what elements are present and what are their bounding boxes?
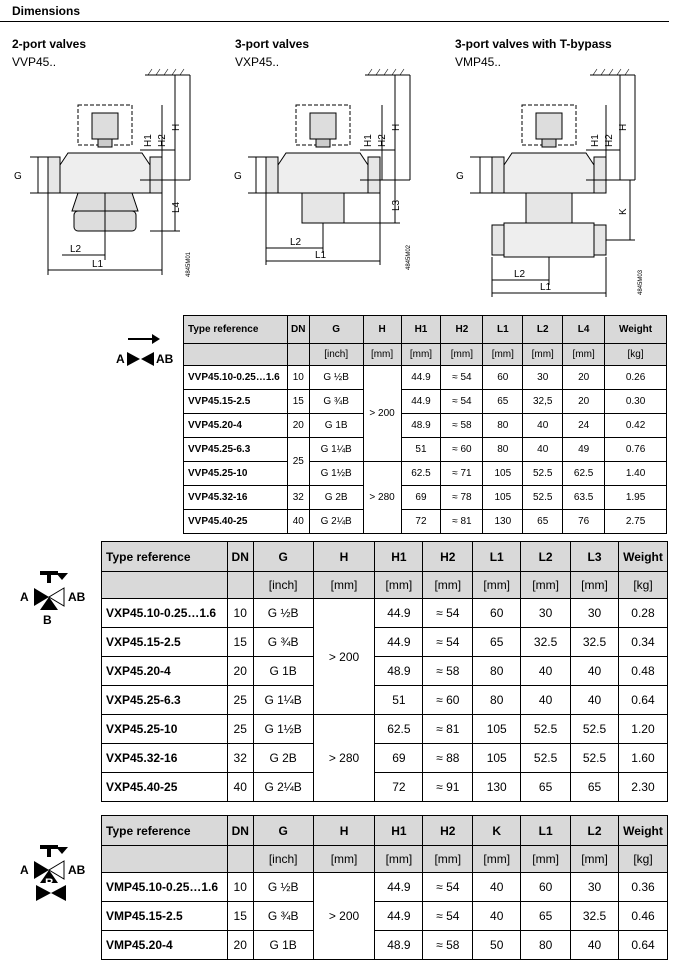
cell: 44.9	[375, 873, 423, 902]
cell: 30	[571, 599, 619, 628]
cell: VVP45.20-4	[184, 414, 288, 438]
dim-l3-2: L3	[391, 199, 402, 211]
cell: 25	[227, 686, 253, 715]
col-header: L2	[521, 542, 571, 572]
dim-h-3: H	[618, 123, 629, 131]
dim-h1-3: H1	[590, 134, 601, 147]
port-label-a: A	[116, 352, 125, 366]
col-header: H2	[441, 316, 483, 344]
table-row	[184, 366, 667, 390]
col-header: L1	[473, 542, 521, 572]
cell: G ½B	[309, 366, 363, 390]
cell: 105	[473, 744, 521, 773]
cell: 44.9	[375, 599, 423, 628]
table-row	[102, 744, 668, 773]
dim-k-3: K	[618, 208, 629, 215]
unit-cell: [mm]	[523, 344, 563, 366]
table-row	[102, 773, 668, 802]
cell: ≈ 78	[441, 486, 483, 510]
table-row	[184, 462, 667, 486]
cell: 10	[227, 599, 253, 628]
cell: VMP45.15-2.5	[102, 902, 228, 931]
cell: VVP45.25-10	[184, 462, 288, 486]
col-header: Weight	[618, 542, 667, 572]
cell: 65	[521, 773, 571, 802]
cell: 65	[473, 628, 521, 657]
cell: VXP45.25-10	[102, 715, 228, 744]
cell: VVP45.25-6.3	[184, 438, 288, 462]
cell: 0.76	[605, 438, 667, 462]
cell: > 200	[313, 599, 375, 715]
unit-cell: [mm]	[473, 846, 521, 873]
dim-l2-3: L2	[514, 269, 526, 280]
cell: G ¾B	[253, 628, 313, 657]
col-header: Weight	[605, 316, 667, 344]
cell: ≈ 54	[423, 902, 473, 931]
col-header: L4	[563, 316, 605, 344]
cell: 69	[401, 486, 441, 510]
table-units-row	[102, 846, 668, 873]
col-header: L2	[523, 316, 563, 344]
heading-3port: 3-port valves	[235, 37, 310, 51]
cell: > 280	[363, 462, 401, 534]
symbol-3port	[18, 568, 102, 630]
cell: 32.5	[571, 902, 619, 931]
dim-l4-1: L4	[171, 201, 182, 213]
cell: 30	[571, 873, 619, 902]
dim-l1-1: L1	[92, 259, 104, 270]
cell: 60	[473, 599, 521, 628]
table-units-row	[102, 572, 668, 599]
unit-cell	[102, 846, 228, 873]
cell: 52.5	[571, 744, 619, 773]
cell: 20	[563, 390, 605, 414]
cell: VMP45.20-4	[102, 931, 228, 960]
col-header: Type reference	[102, 542, 228, 572]
cell: VXP45.20-4	[102, 657, 228, 686]
col-header: DN	[287, 316, 309, 344]
cell: 30	[521, 599, 571, 628]
unit-cell: [mm]	[473, 572, 521, 599]
cell: 48.9	[401, 414, 441, 438]
cell: G 1½B	[253, 715, 313, 744]
col-header: L1	[521, 816, 571, 846]
port-label-b: B	[45, 876, 54, 890]
unit-cell: [mm]	[571, 846, 619, 873]
unit-cell: [inch]	[253, 846, 313, 873]
cell: 44.9	[375, 628, 423, 657]
dim-l1-2: L1	[315, 250, 327, 261]
model-3port-bypass: VMP45..	[455, 55, 502, 69]
dim-h2-2: H2	[377, 134, 388, 147]
cell: VXP45.15-2.5	[102, 628, 228, 657]
col-header: Type reference	[102, 816, 228, 846]
table-units-row	[184, 344, 667, 366]
cell: ≈ 81	[441, 510, 483, 534]
col-header: L3	[571, 542, 619, 572]
col-header: L2	[571, 816, 619, 846]
vvp45-table	[183, 315, 667, 534]
col-header: DN	[227, 816, 253, 846]
unit-cell: [mm]	[423, 846, 473, 873]
col-header: L1	[483, 316, 523, 344]
dim-h-1: H	[171, 123, 182, 131]
dim-h1-2: H1	[363, 134, 374, 147]
table-row	[102, 686, 668, 715]
unit-cell: [kg]	[618, 846, 667, 873]
cell: G 1B	[253, 931, 313, 960]
cell: ≈ 58	[423, 657, 473, 686]
dim-l1-3: L1	[540, 282, 552, 293]
cell: 105	[483, 462, 523, 486]
col-header: H1	[375, 816, 423, 846]
cell: 62.5	[375, 715, 423, 744]
col-header: K	[473, 816, 521, 846]
cell: 40	[473, 902, 521, 931]
cell: 49	[563, 438, 605, 462]
drawing-code-1: 4845M01	[186, 251, 192, 277]
drawing-code-3: 4845M03	[638, 269, 644, 295]
unit-cell: [mm]	[521, 846, 571, 873]
cell: VVP45.32-16	[184, 486, 288, 510]
heading-2port: 2-port valves	[12, 37, 87, 51]
cell: 72	[401, 510, 441, 534]
page-title: Dimensions	[12, 4, 81, 18]
cell: ≈ 54	[423, 599, 473, 628]
unit-cell: [mm]	[563, 344, 605, 366]
cell: VVP45.10-0.25…1.6	[184, 366, 288, 390]
cell: ≈ 81	[423, 715, 473, 744]
symbol-2port	[114, 332, 184, 372]
col-header: G	[253, 816, 313, 846]
cell: 24	[563, 414, 605, 438]
table-row	[102, 715, 668, 744]
cell: 80	[483, 438, 523, 462]
cell: 0.34	[618, 628, 667, 657]
cell: 65	[521, 902, 571, 931]
unit-cell	[287, 344, 309, 366]
table-row	[184, 414, 667, 438]
cell: 72	[375, 773, 423, 802]
three-way-valve-icon	[18, 568, 102, 630]
cell: 44.9	[375, 902, 423, 931]
cell: 76	[563, 510, 605, 534]
unit-cell: [mm]	[441, 344, 483, 366]
cell: G ½B	[253, 599, 313, 628]
cell: G ¾B	[309, 390, 363, 414]
cell: 80	[521, 931, 571, 960]
cell: 15	[287, 390, 309, 414]
vmp45-table	[101, 815, 668, 960]
cell: 25	[227, 715, 253, 744]
cell: 0.28	[618, 599, 667, 628]
table-row	[102, 628, 668, 657]
cell: ≈ 88	[423, 744, 473, 773]
unit-cell: [mm]	[423, 572, 473, 599]
cell: 1.20	[618, 715, 667, 744]
table-row	[102, 657, 668, 686]
cell: 40	[521, 686, 571, 715]
cell: VMP45.10-0.25…1.6	[102, 873, 228, 902]
cell: 20	[227, 657, 253, 686]
table-row	[184, 438, 667, 462]
cell: G 2¼B	[253, 773, 313, 802]
cell: 15	[227, 628, 253, 657]
col-header: DN	[227, 542, 253, 572]
cell: 60	[483, 366, 523, 390]
unit-cell	[227, 846, 253, 873]
dim-g-1: G	[14, 171, 22, 182]
cell: G 2B	[253, 744, 313, 773]
cell: 40	[473, 873, 521, 902]
cell: 32	[227, 744, 253, 773]
unit-cell	[102, 572, 228, 599]
unit-cell	[227, 572, 253, 599]
cell: G 1½B	[309, 462, 363, 486]
cell: ≈ 60	[441, 438, 483, 462]
cell: 32	[287, 486, 309, 510]
cell: ≈ 58	[423, 931, 473, 960]
unit-cell: [inch]	[253, 572, 313, 599]
drawing-2port-valve	[0, 65, 225, 285]
unit-cell: [kg]	[618, 572, 667, 599]
cell: 10	[227, 873, 253, 902]
cell: 1.40	[605, 462, 667, 486]
cell: G 2B	[309, 486, 363, 510]
col-header: H1	[375, 542, 423, 572]
unit-cell: [mm]	[521, 572, 571, 599]
table-row	[184, 390, 667, 414]
cell: VVP45.15-2.5	[184, 390, 288, 414]
table-row	[184, 510, 667, 534]
cell: 1.95	[605, 486, 667, 510]
cell: 80	[473, 657, 521, 686]
cell: 0.48	[618, 657, 667, 686]
cell: 0.30	[605, 390, 667, 414]
col-header: H	[363, 316, 401, 344]
cell: 51	[375, 686, 423, 715]
table-row	[102, 902, 668, 931]
dim-l2-1: L2	[70, 244, 82, 255]
cell: 65	[523, 510, 563, 534]
model-2port: VVP45..	[12, 55, 57, 69]
cell: ≈ 71	[441, 462, 483, 486]
cell: 20	[227, 931, 253, 960]
cell: 130	[483, 510, 523, 534]
cell: > 200	[363, 366, 401, 462]
unit-cell: [mm]	[401, 344, 441, 366]
table-row	[102, 873, 668, 902]
port-label-a: A	[20, 590, 29, 604]
cell: 0.36	[618, 873, 667, 902]
unit-cell	[184, 344, 288, 366]
dim-g-2: G	[234, 171, 242, 182]
cell: ≈ 54	[423, 873, 473, 902]
cell: 40	[571, 686, 619, 715]
cell: 2.75	[605, 510, 667, 534]
cell: 130	[473, 773, 521, 802]
cell: 48.9	[375, 657, 423, 686]
dim-h2-3: H2	[604, 134, 615, 147]
cell: 10	[287, 366, 309, 390]
vxp45-table	[101, 541, 668, 802]
cell: > 200	[313, 873, 375, 960]
cell: 20	[563, 366, 605, 390]
table-header-row	[102, 816, 668, 846]
cell: VXP45.32-16	[102, 744, 228, 773]
cell: ≈ 54	[423, 628, 473, 657]
dim-h-2: H	[391, 123, 402, 131]
unit-cell: [mm]	[313, 572, 375, 599]
drawing-code-2: 4845M02	[406, 244, 412, 270]
cell: G 1B	[253, 657, 313, 686]
unit-cell: [kg]	[605, 344, 667, 366]
cell: 32.5	[571, 628, 619, 657]
cell: VXP45.10-0.25…1.6	[102, 599, 228, 628]
unit-cell: [mm]	[363, 344, 401, 366]
col-header: Type reference	[184, 316, 288, 344]
cell: 52.5	[523, 462, 563, 486]
cell: 0.42	[605, 414, 667, 438]
cell: 52.5	[571, 715, 619, 744]
cell: 40	[227, 773, 253, 802]
cell: 105	[473, 715, 521, 744]
cell: G 1¼B	[309, 438, 363, 462]
dim-l2-2: L2	[290, 237, 302, 248]
cell: ≈ 54	[441, 366, 483, 390]
col-header: H	[313, 816, 375, 846]
cell: 0.46	[618, 902, 667, 931]
symbol-3port-bypass	[18, 843, 102, 903]
cell: G 2¼B	[309, 510, 363, 534]
cell: G ½B	[253, 873, 313, 902]
cell: 52.5	[521, 744, 571, 773]
port-label-ab: AB	[156, 352, 174, 366]
cell: 0.64	[618, 686, 667, 715]
cell: 48.9	[375, 931, 423, 960]
col-header: H	[313, 542, 375, 572]
cell: VXP45.40-25	[102, 773, 228, 802]
cell: 52.5	[523, 486, 563, 510]
port-label-a: A	[20, 863, 29, 877]
col-header: Weight	[618, 816, 667, 846]
unit-cell: [mm]	[375, 846, 423, 873]
cell: G 1B	[309, 414, 363, 438]
col-header: G	[253, 542, 313, 572]
cell: ≈ 54	[441, 390, 483, 414]
cell: 62.5	[563, 462, 605, 486]
drawing-3port-valve	[220, 65, 445, 285]
port-label-ab: AB	[68, 590, 86, 604]
cell: G 1¼B	[253, 686, 313, 715]
model-3port: VXP45..	[235, 55, 280, 69]
cell: 50	[473, 931, 521, 960]
cell: ≈ 60	[423, 686, 473, 715]
cell: 0.26	[605, 366, 667, 390]
cell: 40	[571, 931, 619, 960]
title-rule	[0, 21, 669, 22]
col-header: H1	[401, 316, 441, 344]
cell: 15	[227, 902, 253, 931]
col-header: G	[309, 316, 363, 344]
cell: 2.30	[618, 773, 667, 802]
cell: 25	[287, 438, 309, 486]
drawing-3port-bypass-valve	[440, 65, 677, 300]
cell: 80	[473, 686, 521, 715]
cell: 63.5	[563, 486, 605, 510]
cell: VXP45.25-6.3	[102, 686, 228, 715]
table-row	[102, 599, 668, 628]
cell: 69	[375, 744, 423, 773]
unit-cell: [mm]	[375, 572, 423, 599]
cell: 40	[287, 510, 309, 534]
cell: > 280	[313, 715, 375, 802]
cell: 52.5	[521, 715, 571, 744]
cell: 40	[523, 438, 563, 462]
table-header-row	[102, 542, 668, 572]
cell: 0.64	[618, 931, 667, 960]
cell: G ¾B	[253, 902, 313, 931]
unit-cell: [inch]	[309, 344, 363, 366]
cell: ≈ 58	[441, 414, 483, 438]
cell: 80	[483, 414, 523, 438]
cell: 30	[523, 366, 563, 390]
cell: 40	[523, 414, 563, 438]
cell: 44.9	[401, 390, 441, 414]
cell: 32,5	[523, 390, 563, 414]
dim-g-3: G	[456, 171, 464, 182]
port-label-ab: AB	[68, 863, 86, 877]
cell: 40	[521, 657, 571, 686]
cell: 44.9	[401, 366, 441, 390]
unit-cell: [mm]	[313, 846, 375, 873]
cell: 62.5	[401, 462, 441, 486]
table-row	[184, 486, 667, 510]
port-label-b: B	[43, 613, 52, 627]
unit-cell: [mm]	[571, 572, 619, 599]
cell: 1.60	[618, 744, 667, 773]
dim-h2-1: H2	[157, 134, 168, 147]
cell: 32.5	[521, 628, 571, 657]
unit-cell: [mm]	[483, 344, 523, 366]
cell: ≈ 91	[423, 773, 473, 802]
cell: 105	[483, 486, 523, 510]
cell: 60	[521, 873, 571, 902]
cell: 40	[571, 657, 619, 686]
table-row	[102, 931, 668, 960]
bypass-valve-icon	[18, 843, 102, 903]
cell: VVP45.40-25	[184, 510, 288, 534]
table-header-row	[184, 316, 667, 344]
cell: 65	[483, 390, 523, 414]
col-header: H2	[423, 542, 473, 572]
heading-3port-bypass: 3-port valves with T-bypass	[455, 37, 612, 51]
col-header: H2	[423, 816, 473, 846]
cell: 65	[571, 773, 619, 802]
cell: 20	[287, 414, 309, 438]
cell: 51	[401, 438, 441, 462]
dim-h1-1: H1	[143, 134, 154, 147]
